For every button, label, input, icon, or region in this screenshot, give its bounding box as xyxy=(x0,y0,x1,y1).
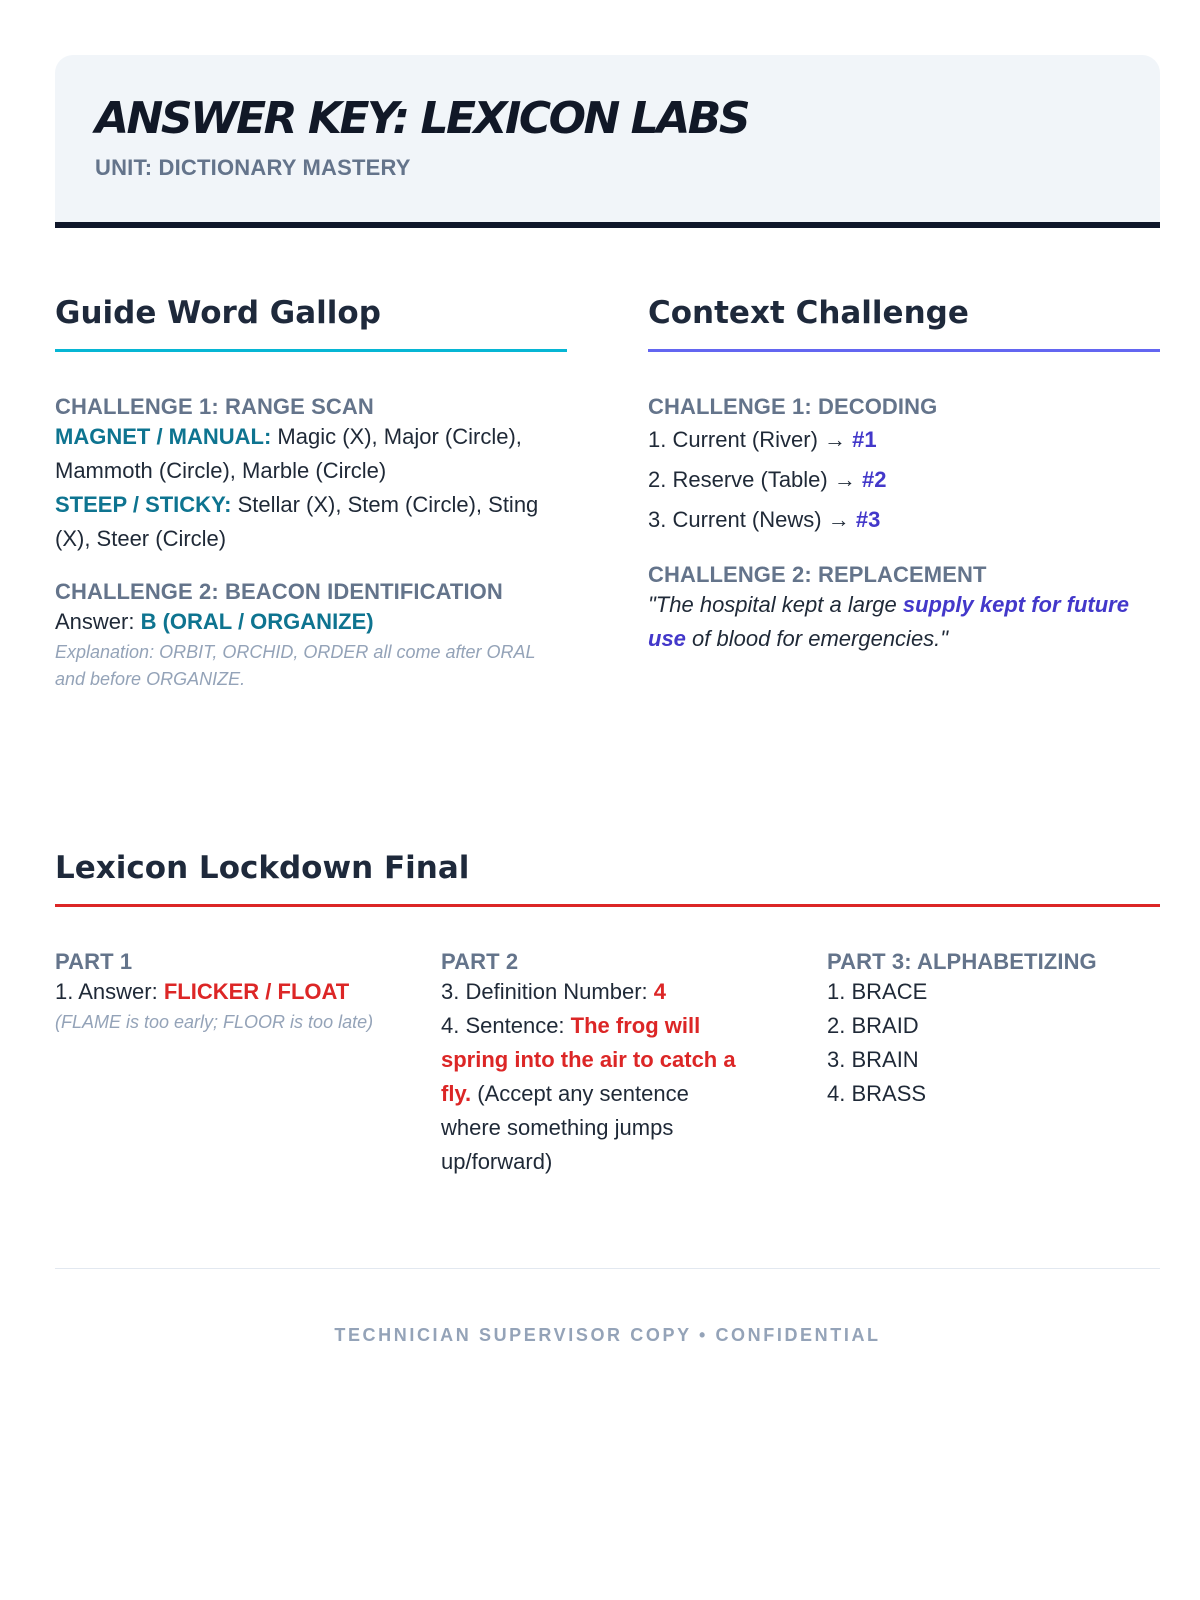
part-label: PART 1 xyxy=(55,949,133,974)
decoding-answer: #1 xyxy=(852,427,877,452)
guide-word-section xyxy=(55,295,567,693)
alphabetized-word: 4. BRASS xyxy=(827,1081,927,1106)
part1-answer-value: FLICKER / FLOAT xyxy=(163,979,350,1004)
alphabetized-word: 2. BRAID xyxy=(827,1013,919,1038)
sentence-note: (Accept any sentence where something jumps up/forward) xyxy=(441,1081,689,1174)
definition-number: 4 xyxy=(653,979,667,1004)
answer-prefix: Answer: xyxy=(55,609,141,634)
decoding-text: 2. Reserve (Table) → xyxy=(648,467,862,492)
beacon-explanation: Explanation: ORBIT, ORCHID, ORDER all come after ORAL and before ORGANIZE. xyxy=(55,642,536,689)
part-3 xyxy=(827,949,1157,1111)
decoding-text: 1. Current (River) → xyxy=(648,427,853,452)
beacon-answer xyxy=(55,605,567,639)
answer-text: Magic (X), Major (Circle), Mammoth (Circle), Marble (Circle) xyxy=(55,424,522,483)
lockdown-parts xyxy=(55,949,1160,1209)
part-label: PART 3: ALPHABETIZING xyxy=(827,949,1097,974)
quote-replacement: supply kept for future use xyxy=(648,592,1129,651)
range-scan-answer-2 xyxy=(55,488,567,556)
quote-text: "The hospital kept a large xyxy=(648,592,903,617)
answer-prefix: 4. Sentence: xyxy=(441,1013,571,1038)
section-title-lockdown: Lexicon Lockdown Final xyxy=(55,850,1160,907)
beacon-answer-value: B (ORAL / ORGANIZE) xyxy=(140,609,374,634)
decoding-answer: #2 xyxy=(861,467,887,492)
decoding-answer: #3 xyxy=(855,507,881,532)
answer-key-page xyxy=(55,55,1160,1345)
lockdown-section xyxy=(55,850,1160,1209)
part-2 xyxy=(441,949,751,1179)
decoding-item xyxy=(648,420,1160,460)
guide-word-pair: MAGNET / MANUAL: xyxy=(55,424,272,449)
part-label: PART 2 xyxy=(441,949,519,974)
guide-word-pair: STEEP / STICKY: xyxy=(55,492,232,517)
range-scan-answer-1 xyxy=(55,420,567,488)
section-title-context: Context Challenge xyxy=(648,295,1160,352)
part1-note: (FLAME is too early; FLOOR is too late) xyxy=(55,1012,374,1032)
challenge-label: CHALLENGE 2: BEACON IDENTIFICATION xyxy=(55,579,503,604)
answer-prefix: 1. Answer: xyxy=(55,979,164,1004)
answer-prefix: 3. Definition Number: xyxy=(441,979,654,1004)
answer-text: Stellar (X), Stem (Circle), Sting (X), Steer (Circle) xyxy=(55,492,539,551)
unit-subtitle: UNIT: DICTIONARY MASTERY xyxy=(95,155,411,180)
part1-answer xyxy=(55,975,375,1009)
decoding-item xyxy=(648,500,1160,540)
part2-sentence xyxy=(441,1009,751,1179)
alphabetized-word: 3. BRAIN xyxy=(827,1047,919,1072)
decoding-text: 3. Current (News) → xyxy=(648,507,856,532)
context-challenge-section xyxy=(648,295,1160,656)
decoding-item xyxy=(648,460,1160,500)
challenge-label: CHALLENGE 1: DECODING xyxy=(648,394,938,419)
header-banner xyxy=(55,55,1160,228)
part2-definition xyxy=(441,975,751,1009)
section-title-guide-word: Guide Word Gallop xyxy=(55,295,567,352)
alphabetized-word: 1. BRACE xyxy=(827,979,928,1004)
challenge-label: CHALLENGE 2: REPLACEMENT xyxy=(648,562,987,587)
quote-text: of blood for emergencies." xyxy=(685,626,949,651)
challenge-label: CHALLENGE 1: RANGE SCAN xyxy=(55,394,374,419)
part-1 xyxy=(55,949,375,1036)
footer-note: TECHNICIAN SUPERVISOR COPY • CONFIDENTIAL xyxy=(334,1325,881,1345)
replacement-quote xyxy=(648,588,1160,656)
sentence-answer: The frog will spring into the air to catch a fly. xyxy=(441,1013,736,1106)
footer-divider xyxy=(55,1268,1160,1269)
page-title: ANSWER KEY: LEXICON LABS xyxy=(95,93,749,144)
